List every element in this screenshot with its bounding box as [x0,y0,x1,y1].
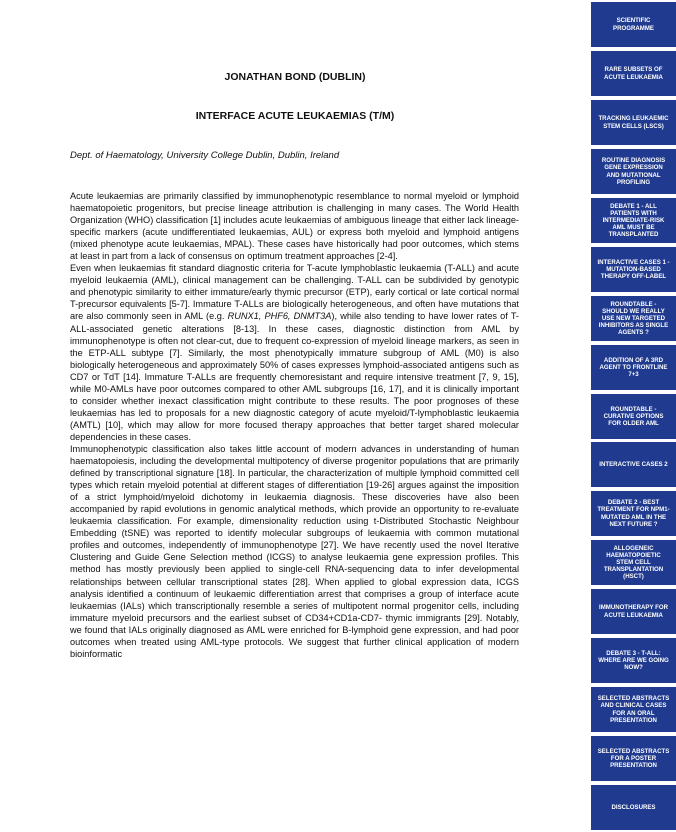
sidebar-item-debate-2-best-treatment-for-npm1-mutated-aml-in-the-next-future[interactable] [591,491,676,536]
sidebar-item-label: DISCLOSURES [611,803,656,811]
sidebar-item-allogeneic-haematopoietic-stem-cell-transplantation-hsct[interactable] [591,540,676,585]
sidebar-item-immunotherapy-for-acute-leukaemia[interactable] [591,589,676,634]
body-paragraph [70,262,519,443]
sidebar-item-label: DEBATE 3 - T-ALL: WHERE ARE WE GOING NOW? [598,649,669,672]
text-run: Acute leukaemias are primarily classified by immunophenotypic resemblance to normal myeloid or lymphoid haematopoietic progenitors, but precise lineage attribution is challenging in many cases. The World Health Organization (WHO) classification [1] includes acute leukaemias of ambiguous lineage that either lack lineage-specific markers (acute undifferentiated leukaemias, AUL) or express both myeloid and lymphoid antigens (mixed phenotype acute leukaemias, MPAL). These cases have historically had poor outcomes, which stems at least in part from a lack of consensus on optimum treatment approaches [2-4]. [70,191,519,262]
abstract-title: INTERFACE ACUTE LEUKAEMIAS (T/M) [195,110,395,122]
sidebar-item-debate-1-all-patients-with-intermediate-risk-aml-must-be-transplanted[interactable] [591,198,676,243]
sidebar-item-label: SELECTED ABSTRACTS AND CLINICAL CASES FOR AN ORAL PRESENTATION [597,695,670,724]
sidebar-item-disclosures[interactable] [591,785,676,830]
sidebar-item-selected-abstracts-for-a-poster-presentation[interactable] [591,736,676,781]
affiliation: Dept. of Haematology, University College Dublin, Dublin, Ireland [70,150,340,161]
sidebar-item-label: ROUNDTABLE - SHOULD WE REALLY USE NEW TARGETED INHIBITORS AS SINGLE AGENTS ? [598,300,669,337]
body-paragraph [70,443,519,660]
abstract-body [70,190,519,660]
sidebar-item-label: DEBATE 2 - BEST TREATMENT FOR NPM1-MUTATED AML IN THE NEXT FUTURE ? [597,499,670,528]
sidebar-item-debate-3-t-all-where-are-we-going-now[interactable] [591,638,676,683]
sidebar-item-roundtable-curative-options-for-older-aml[interactable] [591,394,676,439]
text-run: Immunophenotypic classification also takes little account of modern advances in understanding of human haematopoiesis, including the developmental multipotency of diverse progenitor populations that are primarily defined by transcriptional signature [18]. In particular, the characterization of multiple lymphoid committed cell types which retain myeloid potential at different stages of differentiation [19-26] argues against the imposition of a strict lymphoid/myeloid dichotomy in leukaemia diagnosis. These discoveries have also been accompanied by rapid evolutions in genomic analytical methods, which provide an opportunity to re-evaluate leukaemia classification. For example, dimensionality reduction using t-Distributed Stochastic Neighbour Embedding (tSNE) was reported to identify molecular subgroups of leukaemia with common mutational profiles and outcomes, independently of immunophenotype [27]. We have recently used the novel Iterative Clustering and Guide Gene Selection method (ICGS) to analyse leukaemia gene expression profiles. This method has mostly previously been applied to single-cell RNA-sequencing data to infer developmental relationships between cellular transcriptional states [28]. When applied to global expression data, ICGS analysis identified a continuum of leukaemic differentiation arrest that comprises a group of interface acute leukaemias (IALs) which transcriptionally resemble a series of multipotent normal progenitor cells, including immature myeloid precursors and the earliest subset of CD34+CD1a-CD7- thymic immigrants [29]. Notably, we found that IALs originally diagnosed as AML were enriched for B-lymphoid gene expression, and had poor outcomes when treated using AML-type protocols. We suggest that further clinical application of modern bioinformatic [70,443,519,659]
text-run: ), while also tending to have lower rates of T-ALL-associated genetic alterations [8-13]. In these cases, diagnostic distinction from AML by immunophenotype is often not clear-cut, due to frequent co-expression of myeloid lineage markers, as seen in the ETP-ALL subtype [7]. Similarly, the most phenotypically immature subgroup of AML (M0) is also biologically heterogeneous and approximately 50% of cases expresses lymphoid-associated antigens such as CD7 or TdT [14]. Immature T-ALLs are frequently chemoresistant and require intensive treatment [7, 9, 15], while M0-AMLs have poor outcomes compared to other AML subgroups [16, 17], and it is clinically important to consider whether inexact classification might contribute to these results. The poor prognoses of these leukaemias has led to proposals for a new diagnostic category of acute myeloid/T-lymphoblastic leukaemia (AMTL) [10], which may allow for more focused therapy approaches that better target shared molecular dependencies in these cases. [70,311,519,442]
sidebar-nav [591,0,676,832]
sidebar-item-routine-diagnosis-gene-expression-and-mutational-profiling[interactable] [591,149,676,194]
sidebar-item-selected-abstracts-and-clinical-cases-for-an-oral-presentation[interactable] [591,687,676,732]
text-run: Even when leukaemias fit standard diagnostic criteria for T-acute lymphoblastic leukaemia (T-ALL) and acute myeloid leukaemia (AML), clinical management can be challenging. T-ALL can be subdivided by genotypic and phenotypic similarity to either immature/early thymic precursor (ETP), early cortical or late cortical normal T-precursor equivalents [5-7]. Immature T-ALLs are biologically heterogeneous, and often have mutations that are also commonly seen in AML (e.g. [70,263,519,322]
sidebar-item-label: DEBATE 1 - ALL PATIENTS WITH INTERMEDIATE-RISK AML MUST BE TRANSPLANTED [602,202,665,239]
body-paragraph [70,190,519,262]
sidebar-item-label: TRACKING LEUKAEMIC STEM CELLS (LSCS) [598,115,669,130]
author-heading: JONATHAN BOND (DUBLIN) [224,71,366,83]
sidebar-item-addition-of-a-3rd-agent-to-frontline-7-3[interactable] [591,345,676,390]
sidebar-item-label: RARE SUBSETS OF ACUTE LEUKAEMIA [604,66,663,81]
sidebar-item-label: SCIENTIFIC PROGRAMME [613,17,654,32]
sidebar-item-tracking-leukaemic-stem-cells-lscs[interactable] [591,100,676,145]
sidebar-item-interactive-cases-1-mutation-based-therapy-off-label[interactable] [591,247,676,292]
sidebar-item-scientific-programme[interactable] [591,2,676,47]
sidebar-item-label: ROUTINE DIAGNOSIS GENE EXPRESSION AND MUTATIONAL PROFILING [601,157,666,186]
sidebar-item-label: IMMUNOTHERAPY FOR ACUTE LEUKAEMIA [599,604,668,619]
sidebar-item-label: ROUNDTABLE - CURATIVE OPTIONS FOR OLDER AML [603,405,664,428]
sidebar-item-label: INTERACTIVE CASES 1 - MUTATION-BASED THERAPY OFF-LABEL [597,258,670,281]
sidebar-item-label: ALLOGENEIC HAEMATOPOIETIC STEM CELL TRANSPLANTATION (HSCT) [603,544,664,581]
sidebar-item-roundtable-should-we-really-use-new-targeted-inhibitors-as-single-agents[interactable] [591,296,676,341]
sidebar-item-label: SELECTED ABSTRACTS FOR A POSTER PRESENTATION [597,747,670,770]
sidebar-item-label: INTERACTIVE CASES 2 [599,460,668,468]
gene-names: RUNX1, PHF6, DNMT3A [227,311,332,322]
sidebar-item-label: ADDITION OF A 3RD AGENT TO FRONTLINE 7+3 [599,356,668,379]
sidebar-item-interactive-cases-2[interactable] [591,442,676,487]
sidebar-item-rare-subsets-of-acute-leukaemia[interactable] [591,51,676,96]
